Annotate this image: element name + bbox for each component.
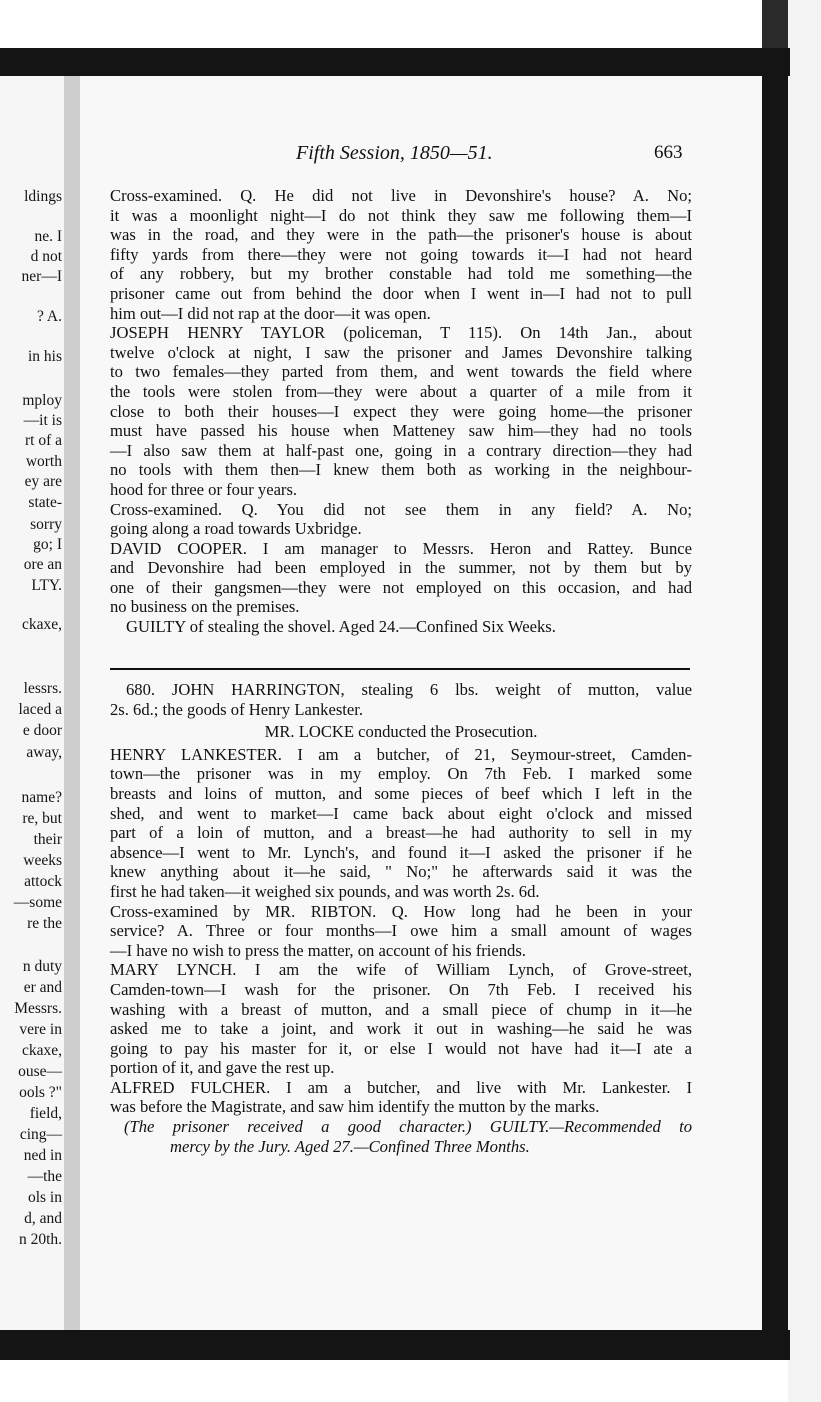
left-line: LTY. [31,577,62,594]
left-line: —it is [23,412,62,429]
left-line: d not [30,248,62,265]
text-line: knew anything about it—he said, " No;" he afterwards said it was the [110,862,692,882]
left-line: ouse— [18,1063,62,1080]
left-line: in his [27,348,62,365]
text-line: must have passed his house when Matteney saw him—they had no tools [110,421,692,441]
left-line: name? [21,789,62,806]
text-line: HENRY LANKESTER. I am a butcher, of 21, Seymour-street, Camden- [110,744,692,764]
left-line: ldings [24,188,62,205]
left-line: attock [24,873,62,890]
left-line: re, but [22,810,62,827]
left-line: their [33,831,62,848]
scan-margin [788,0,821,1402]
section-previous-case [110,186,692,637]
cross-examination-paragraph [110,186,692,323]
text-line: Camden-town—I wash for the prisoner. On 7th Feb. I received his [110,979,692,999]
text-line: portion of it, and gave the rest up. [110,1058,335,1078]
text-line: absence—I went to Mr. Lynch's, and found it—I asked the prisoner if he [110,842,692,862]
page-header [80,142,762,166]
case-heading [110,680,692,719]
left-line: —the [27,1168,62,1185]
left-line: re the [27,915,62,932]
left-line: state- [28,494,62,511]
left-line: field, [29,1105,62,1122]
left-line: ned in [23,1147,62,1164]
text-line: him out—I did not rap at the door—it was open. [110,303,431,323]
case-divider-rule [110,668,690,670]
left-line: worth [25,453,62,470]
left-line: weeks [23,852,62,869]
left-line: away, [26,744,62,761]
taylor-testimony [110,323,692,499]
left-line: ore an [23,556,62,573]
left-line: lessrs. [23,680,62,697]
prosecution-note [110,722,692,742]
lynch-testimony [110,960,692,1078]
text-line: ALFRED FULCHER. I am a butcher, and live with Mr. Lankester. I [110,1077,692,1097]
ribton-cross-examination [110,902,692,961]
text-line: —I have no wish to press the matter, on account of his friends. [110,940,526,960]
text-line: no tools with them then—I knew them both as working in the neighbour- [110,460,692,480]
left-line: n duty [22,958,62,975]
left-line: ey are [24,473,62,490]
scan-frame-bottom [0,1330,790,1360]
text-line: no business on the premises. [110,597,300,617]
fulcher-testimony [110,1078,692,1117]
left-line: cing— [19,1126,62,1143]
text-line: Cross-examined by MR. RIBTON. Q. How long had he been in your [110,901,692,921]
running-head: Fifth Session, 1850—51. [296,142,493,164]
left-line: laced a [18,701,62,718]
text-line: was in the road, and they were in the path—the prisoner's house is about [110,225,692,245]
text-line: one of their gangsmen—they were not employed on this occasion, and had [110,577,692,597]
text-line: asked me to take a joint, and work it out in washing—he said he was [110,1019,692,1039]
text-line: JOSEPH HENRY TAYLOR (policeman, T 115). On 14th Jan., about [110,323,692,343]
left-line: vere in [19,1021,62,1038]
left-line: ools ?" [19,1084,62,1101]
text-line: prisoner came out from behind the door when I went in—I had not to pull [110,283,692,303]
text-line: going to pay his master for it, or else I would not have had it—I ate a [110,1038,692,1058]
verdict-paragraph [110,617,692,637]
left-line: d, and [24,1210,62,1227]
left-line: ? A. [37,308,62,325]
left-line: ne. I [34,228,62,245]
left-line: go; I [33,536,62,553]
text-line: close to both their houses—I expect they were going home—the prisoner [110,401,692,421]
text-line: of any robbery, but my brother constable had told me something—the [110,264,692,284]
text-line: it was a moonlight night—I do not think they saw me following them—I [110,205,692,225]
text-line: Cross-examined. Q. You did not see them in any field? A. No; [110,499,692,519]
left-line: Messrs. [14,1000,62,1017]
text-line: MARY LYNCH. I am the wife of William Lynch, of Grove-street, [110,960,692,980]
text-line: town—the prisoner was in my employ. On 7th Feb. I marked some [110,764,692,784]
scan-frame-right [762,48,788,1360]
text-line: part of a loin of mutton, and a breast—he had authority to sell in my [110,823,692,843]
left-line: —some [13,894,62,911]
cooper-testimony [110,539,692,617]
scan-frame-top [0,48,790,76]
text-line: twelve o'clock at night, I saw the prisoner and James Devonshire talking [110,342,692,362]
cross-examination-paragraph [110,500,692,539]
text-line: first he had taken—it weighed six pounds, and was worth 2s. 6d. [110,881,540,901]
lankester-testimony [110,745,692,902]
verdict-line: GUILTY of stealing the shovel. Aged 24.—Confined Six Weeks. [126,617,556,637]
text-line: to two females—they parted from them, and went towards the field where [110,362,692,382]
text-line: (The prisoner received a good character.) GUILTY.—Recommended to [124,1117,692,1137]
text-line: was before the Magistrate, and saw him identify the mutton by the marks. [110,1097,600,1117]
text-line: hood for three or four years. [110,479,298,499]
scan-edge-shadow [762,0,788,48]
book-page [80,76,762,1330]
left-line: mploy [22,392,62,409]
text-line: DAVID COOPER. I am manager to Messrs. Heron and Rattey. Bunce [110,538,692,558]
text-line: going along a road towards Uxbridge. [110,519,362,539]
left-line: er and [23,979,62,996]
left-line: ner—I [21,268,62,285]
facing-page-fragment [0,76,64,1330]
final-verdict [110,1117,692,1156]
text-line: the tools were stolen from—they were about a quarter of a mile from it [110,381,692,401]
text-line: washing with a breast of mutton, and a small piece of chump in it—he [110,999,692,1019]
text-line: service? A. Three or four months—I owe him a small amount of wages [110,921,692,941]
text-line: fifty yards from there—they were not going towards it—I had not heard [110,244,692,264]
text-line: shed, and went to market—I came back about eight o'clock and missed [110,803,692,823]
prosecution-line: MR. LOCKE conducted the Prosecution. [264,722,538,742]
page-number: 663 [654,142,683,163]
book-gutter [64,76,80,1330]
left-line: ckaxe, [21,1042,62,1059]
left-line: e door [22,722,62,739]
text-line: breasts and loins of mutton, and some pieces of beef which I left in the [110,783,692,803]
text-line: 2s. 6d.; the goods of Henry Lankester. [110,699,364,719]
left-line: rt of a [24,432,62,449]
left-line: sorry [30,516,62,533]
left-line: n 20th. [18,1231,62,1248]
section-case-680 [110,680,692,1156]
left-line: ols in [27,1189,62,1206]
text-line: and Devonshire had been employed in the summer, not by them but by [110,558,692,578]
text-line: 680. JOHN HARRINGTON, stealing 6 lbs. weight of mutton, value [126,680,692,699]
text-line: —I also saw them at half-past one, going in a contrary direction—they had [110,440,692,460]
text-line: mercy by the Jury. Aged 27.—Confined Three Months. [170,1136,530,1156]
left-line: ckaxe, [21,616,62,633]
text-line: Cross-examined. Q. He did not live in Devonshire's house? A. No; [110,186,692,205]
